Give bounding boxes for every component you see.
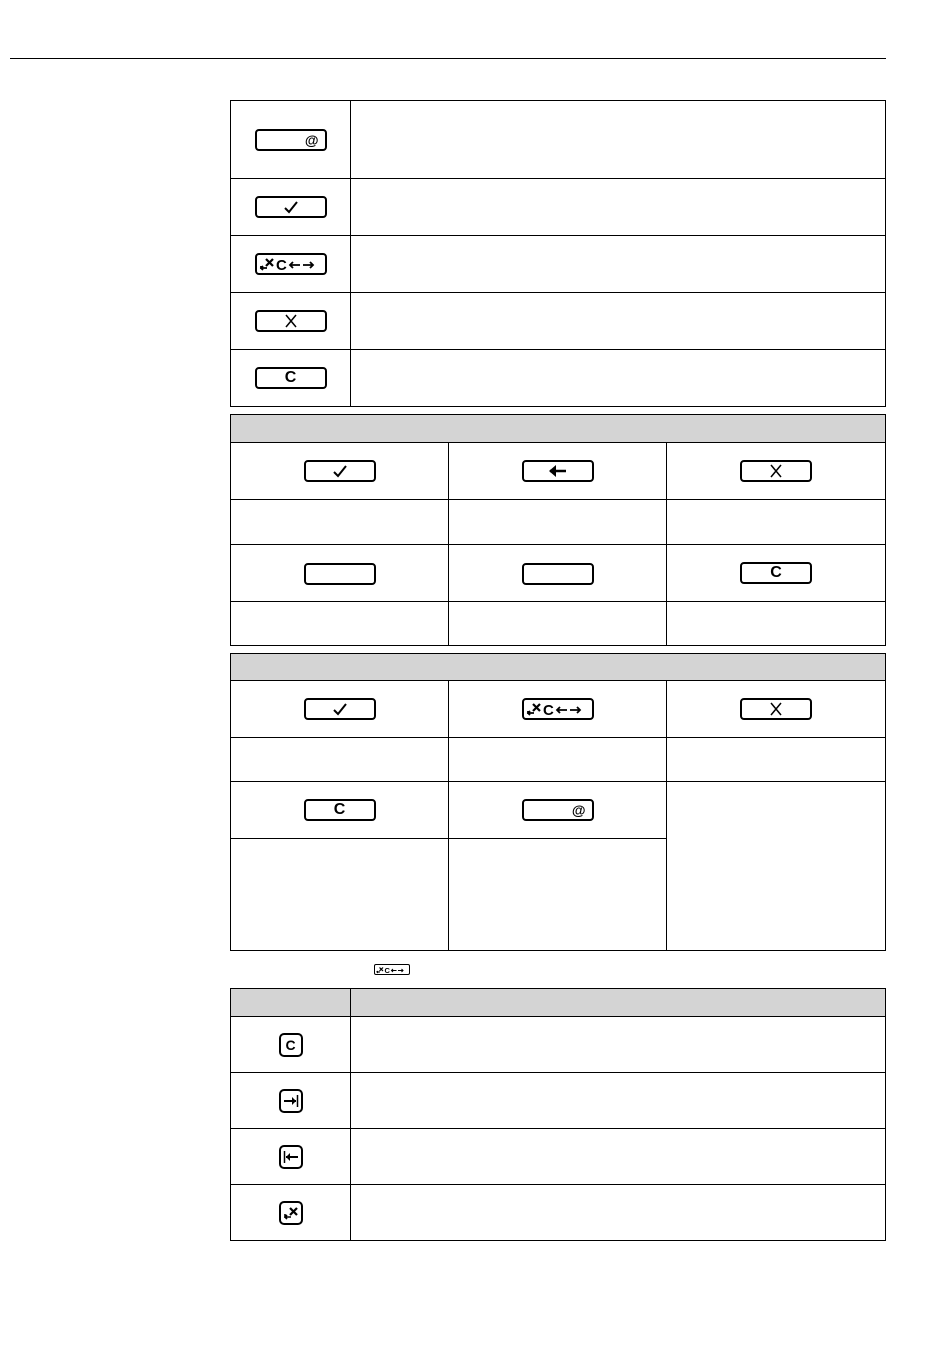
description-cell [351, 293, 886, 350]
key-cell [231, 681, 449, 738]
table-header [231, 654, 886, 681]
svg-text:C: C [275, 257, 287, 272]
key-cell [667, 443, 886, 500]
delete-icon[interactable] [279, 1201, 303, 1225]
clear-key[interactable] [740, 562, 812, 584]
move-left-icon[interactable] [279, 1145, 303, 1169]
clear-letter: C [285, 1036, 296, 1053]
description-cell [449, 839, 667, 951]
x-icon [769, 702, 783, 716]
edit-symbols-icon [526, 701, 590, 717]
description-cell [351, 1129, 886, 1185]
at-symbol: @ [304, 131, 319, 148]
table-header [231, 415, 886, 443]
icon-cell [231, 1185, 351, 1241]
backspace-key[interactable] [522, 460, 594, 482]
text-editor-table [230, 653, 886, 951]
key-cell [667, 681, 886, 738]
at-key[interactable] [522, 799, 594, 821]
description-cell [351, 1185, 886, 1241]
clear-letter: C [770, 564, 782, 581]
x-icon [284, 314, 298, 328]
svg-text:C: C [384, 965, 390, 974]
at-symbol: @ [571, 802, 586, 818]
move-right-icon[interactable] [279, 1089, 303, 1113]
description-cell [351, 236, 886, 293]
edit-symbols-key[interactable] [255, 253, 327, 275]
x-icon [769, 464, 783, 478]
at-key[interactable] [255, 129, 327, 151]
key-cell [231, 350, 351, 407]
key-cell [449, 545, 667, 602]
icon-cell [231, 1073, 351, 1129]
description-cell [351, 179, 886, 236]
confirm-key[interactable] [255, 196, 327, 218]
key-cell [449, 681, 667, 738]
description-cell [351, 101, 886, 179]
icon-cell [231, 1129, 351, 1185]
check-icon [283, 200, 299, 214]
description-cell [667, 738, 886, 782]
description-cell [667, 602, 886, 646]
key-cell [231, 545, 449, 602]
confirm-key[interactable] [304, 460, 376, 482]
blank-key[interactable] [304, 563, 376, 585]
check-icon [332, 464, 348, 478]
description-cell [351, 1017, 886, 1073]
description-cell [231, 500, 449, 545]
clear-key[interactable] [304, 799, 376, 821]
table-header [231, 989, 351, 1017]
key-cell [231, 443, 449, 500]
key-cell [231, 782, 449, 839]
edit-symbols-key[interactable] [522, 698, 594, 720]
editor-keys-table [230, 100, 886, 407]
key-cell [231, 101, 351, 179]
description-cell [449, 500, 667, 545]
description-cell [231, 602, 449, 646]
key-cell [667, 545, 886, 602]
description-cell [231, 738, 449, 782]
header-rule [10, 58, 886, 59]
edit-symbols-table [230, 988, 886, 1241]
key-cell [449, 443, 667, 500]
clear-letter: C [333, 801, 346, 818]
confirm-key[interactable] [304, 698, 376, 720]
description-cell [351, 350, 886, 407]
clear-letter: C [284, 369, 297, 386]
cancel-key[interactable] [255, 310, 327, 332]
icon-cell [231, 1017, 351, 1073]
clear-key[interactable] [255, 367, 327, 389]
left-arrow-icon [548, 464, 568, 478]
description-cell [449, 738, 667, 782]
numeric-editor-table [230, 414, 886, 646]
check-icon [332, 702, 348, 716]
empty-cell [667, 782, 886, 951]
key-cell [449, 782, 667, 839]
description-cell [667, 500, 886, 545]
edit-symbols-inline-icon [374, 964, 410, 975]
clear-icon[interactable] [279, 1033, 303, 1057]
description-cell [231, 839, 449, 951]
description-cell [351, 1073, 886, 1129]
blank-key[interactable] [522, 563, 594, 585]
description-cell [449, 602, 667, 646]
key-cell [231, 179, 351, 236]
key-cell [231, 293, 351, 350]
cancel-key[interactable] [740, 698, 812, 720]
key-cell [231, 236, 351, 293]
cancel-key[interactable] [740, 460, 812, 482]
svg-text:C: C [542, 702, 554, 717]
edit-symbols-icon [259, 256, 323, 272]
table-header [351, 989, 886, 1017]
